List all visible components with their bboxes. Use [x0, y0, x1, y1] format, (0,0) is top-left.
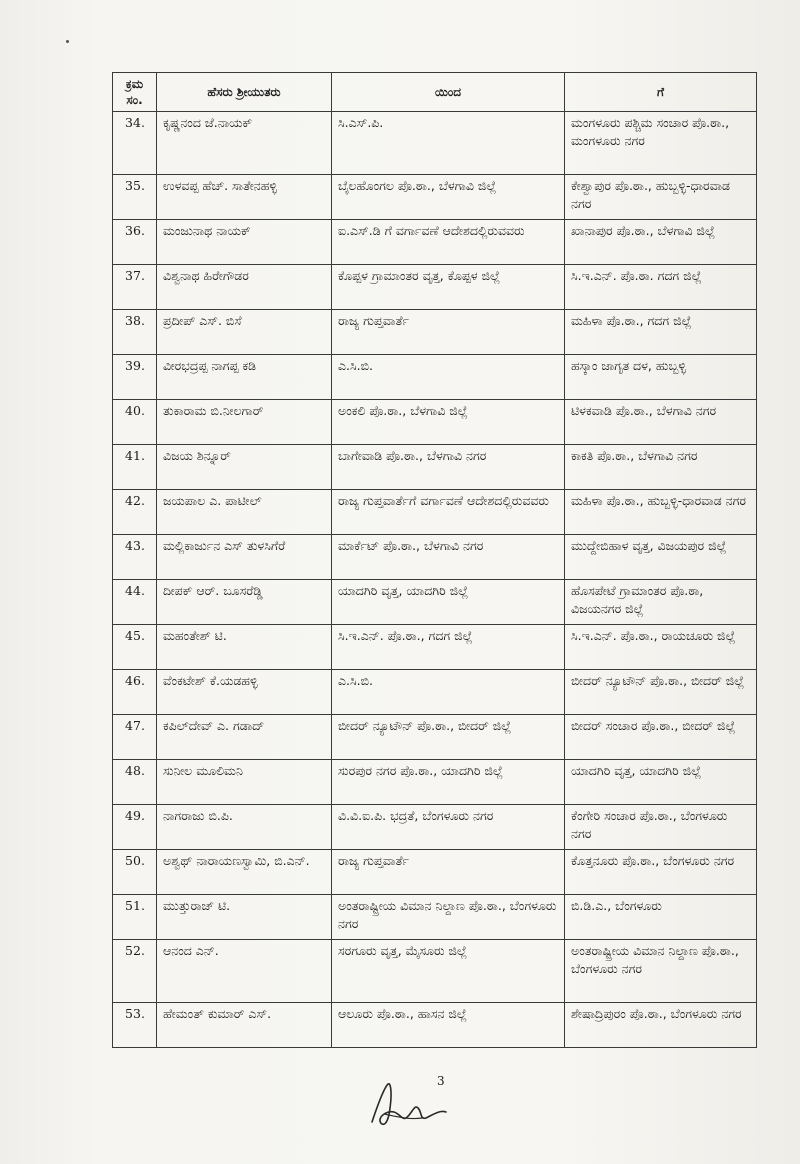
- cell-serial-no: 44.: [113, 580, 157, 625]
- cell-serial-no: 45.: [113, 625, 157, 670]
- cell-name: ಉಳವಪ್ಪ ಹೆಚ್. ಸಾತೇನಹಳ್ಳಿ: [157, 175, 332, 220]
- cell-from: ಆಲೂರು ಪೊ.ಠಾ., ಹಾಸನ ಜಿಲ್ಲೆ: [332, 1003, 565, 1048]
- cell-from: ಯಾದಗಿರಿ ವೃತ್ತ, ಯಾದಗಿರಿ ಜಿಲ್ಲೆ: [332, 580, 565, 625]
- table-header-row: [113, 73, 757, 112]
- cell-name: ನಾಗರಾಜು ಬಿ.ಪಿ.: [157, 805, 332, 850]
- table-row: [113, 805, 757, 850]
- cell-serial-no: 51.: [113, 895, 157, 940]
- cell-name: ಮಲ್ಲಿಕಾರ್ಜುನ ಎಸ್ ತುಳಸಿಗೆರೆ: [157, 535, 332, 580]
- cell-serial-no: 34.: [113, 112, 157, 175]
- cell-name: ಅಶ್ವಥ್ ನಾರಾಯಣಸ್ವಾಮಿ, ಬಿ.ಎನ್.: [157, 850, 332, 895]
- table-row: [113, 220, 757, 265]
- cell-from: ಸಿ.ಎಸ್.ಪಿ.: [332, 112, 565, 175]
- cell-to: ಯಾದಗಿರಿ ವೃತ್ತ, ಯಾದಗಿರಿ ಜಿಲ್ಲೆ: [565, 760, 757, 805]
- cell-to: ಮುದ್ದೇಬಿಹಾಳ ವೃತ್ತ, ವಿಜಯಪುರ ಜಿಲ್ಲೆ: [565, 535, 757, 580]
- cell-to: ಸಿ.ಇ.ಎನ್. ಪೊ.ಠಾ., ರಾಯಚೂರು ಜಿಲ್ಲೆ: [565, 625, 757, 670]
- table-row: [113, 850, 757, 895]
- cell-name: ವೀರಭದ್ರಪ್ಪ ನಾಗಪ್ಪ ಕಡಿ: [157, 355, 332, 400]
- cell-to: ಸಿ.ಇ.ಎನ್. ಪೊ.ಠಾ. ಗದಗ ಜಿಲ್ಲೆ: [565, 265, 757, 310]
- cell-from: ರಾಜ್ಯ ಗುಪ್ತವಾರ್ತೆಗೆ ವರ್ಗಾವಣೆ ಆದೇಶದಲ್ಲಿರುವವರು: [332, 490, 565, 535]
- cell-serial-no: 41.: [113, 445, 157, 490]
- cell-serial-no: 40.: [113, 400, 157, 445]
- cell-from: ಸರಗೂರು ವೃತ್ತ, ಮೈಸೂರು ಜಿಲ್ಲೆ: [332, 940, 565, 1003]
- cell-to: ಮಹಿಳಾ ಪೊ.ಠಾ., ಹುಬ್ಬಳ್ಳಿ-ಧಾರವಾಡ ನಗರ: [565, 490, 757, 535]
- cell-to: ಹಸ್ಕಾಂ ಜಾಗೃತ ದಳ, ಹುಬ್ಬಳ್ಳಿ: [565, 355, 757, 400]
- header-name: ಹೆಸರು ಶ್ರೀಯುತರು: [157, 73, 332, 112]
- cell-to: ಅಂತರಾಷ್ಟ್ರೀಯ ವಿಮಾನ ನಿಲ್ದಾಣ ಪೊ.ಠಾ., ಬೆಂಗಳೂರು ನಗರ: [565, 940, 757, 1003]
- cell-serial-no: 43.: [113, 535, 157, 580]
- cell-from: ಐ.ಎಸ್.ಡಿ ಗೆ ವರ್ಗಾವಣೆ ಆದೇಶದಲ್ಲಿರುವವರು: [332, 220, 565, 265]
- table-row: [113, 625, 757, 670]
- table-row: [113, 580, 757, 625]
- cell-name: ಮಂಜುನಾಥ ನಾಯಕ್: [157, 220, 332, 265]
- page-number: 3: [437, 1074, 445, 1088]
- table-row: [113, 310, 757, 355]
- table-row: [113, 1003, 757, 1048]
- cell-to: ಹೊಸಪೇಟೆ ಗ್ರಾಮಾಂತರ ಪೊ.ಠಾ, ವಿಜಯನಗರ ಜಿಲ್ಲೆ: [565, 580, 757, 625]
- cell-from: ರಾಜ್ಯ ಗುಪ್ತವಾರ್ತೆ: [332, 850, 565, 895]
- cell-to: ಕೆಂಗೇರಿ ಸಂಚಾರ ಪೊ.ಠಾ., ಬೆಂಗಳೂರು ನಗರ: [565, 805, 757, 850]
- cell-serial-no: 47.: [113, 715, 157, 760]
- cell-serial-no: 46.: [113, 670, 157, 715]
- cell-name: ಮಹಂತೇಶ್ ಟಿ.: [157, 625, 332, 670]
- cell-to: ಕೊತ್ತನೂರು ಪೊ.ಠಾ., ಬೆಂಗಳೂರು ನಗರ: [565, 850, 757, 895]
- table-row: [113, 715, 757, 760]
- cell-to: ಮಂಗಳೂರು ಪಶ್ಚಿಮ ಸಂಚಾರ ಪೊ.ಠಾ., ಮಂಗಳೂರು ನಗರ: [565, 112, 757, 175]
- cell-to: ಬೀದರ್ ನ್ಯೂಟೌನ್ ಪೊ.ಠಾ., ಬೀದರ್ ಜಿಲ್ಲೆ: [565, 670, 757, 715]
- table-row: [113, 400, 757, 445]
- cell-name: ಕೃಷ್ಣನಂದ ಜೆ.ನಾಯಕ್: [157, 112, 332, 175]
- cell-serial-no: 39.: [113, 355, 157, 400]
- table-row: [113, 175, 757, 220]
- cell-name: ಸುನೀಲ ಮೂಲಿಮನಿ: [157, 760, 332, 805]
- cell-serial-no: 48.: [113, 760, 157, 805]
- cell-from: ಬೈಲಹೊಂಗಲ ಪೊ.ಠಾ., ಬೆಳಗಾವಿ ಜಿಲ್ಲೆ: [332, 175, 565, 220]
- table-row: [113, 940, 757, 1003]
- cell-from: ಸಿ.ಇ.ಎನ್. ಪೊ.ಠಾ., ಗದಗ ಜಿಲ್ಲೆ: [332, 625, 565, 670]
- cell-serial-no: 35.: [113, 175, 157, 220]
- cell-name: ವಿಜಯ ಶಿನ್ನೂರ್: [157, 445, 332, 490]
- table-row: [113, 895, 757, 940]
- table-row: [113, 265, 757, 310]
- cell-from: ರಾಜ್ಯ ಗುಪ್ತವಾರ್ತೆ: [332, 310, 565, 355]
- cell-name: ವೆಂಕಟೇಶ್ ಕೆ.ಯಡಹಳ್ಳಿ: [157, 670, 332, 715]
- cell-serial-no: 49.: [113, 805, 157, 850]
- cell-name: ತುಕಾರಾಮ ಬಿ.ನೀಲಗಾರ್: [157, 400, 332, 445]
- signature: [364, 1074, 474, 1134]
- cell-from: ಸುರಪುರ ನಗರ ಪೊ.ಠಾ., ಯಾದಗಿರಿ ಜಿಲ್ಲೆ: [332, 760, 565, 805]
- table-row: [113, 355, 757, 400]
- table-row: [113, 670, 757, 715]
- transfer-table: [112, 72, 757, 1048]
- cell-name: ಹೇಮಂತ್ ಕುಮಾರ್ ಎಸ್.: [157, 1003, 332, 1048]
- cell-name: ಆನಂದ ಎನ್.: [157, 940, 332, 1003]
- cell-serial-no: 42.: [113, 490, 157, 535]
- cell-from: ಎ.ಸಿ.ಬಿ.: [332, 355, 565, 400]
- cell-to: ಖಾನಾಪುರ ಪೊ.ಠಾ., ಬೆಳಗಾವಿ ಜಿಲ್ಲೆ: [565, 220, 757, 265]
- header-from: ಯಿಂದ: [332, 73, 565, 112]
- cell-serial-no: 37.: [113, 265, 157, 310]
- cell-to: ಬೀದರ್ ಸಂಚಾರ ಪೊ.ಠಾ., ಬೀದರ್ ಜಿಲ್ಲೆ: [565, 715, 757, 760]
- cell-serial-no: 50.: [113, 850, 157, 895]
- cell-name: ದೀಪಕ್ ಆರ್. ಬೂಸರೆಡ್ಡಿ: [157, 580, 332, 625]
- cell-name: ಜಯಪಾಲ ಎ. ಪಾಟೀಲ್: [157, 490, 332, 535]
- table-row: [113, 535, 757, 580]
- cell-from: ಅಂತರಾಷ್ಟ್ರೀಯ ವಿಮಾನ ನಿಲ್ದಾಣ ಪೊ.ಠಾ., ಬೆಂಗಳೂರು ನಗರ: [332, 895, 565, 940]
- cell-from: ಕೊಪ್ಪಳ ಗ್ರಾಮಾಂತರ ವೃತ್ತ, ಕೊಪ್ಪಳ ಜಿಲ್ಲೆ: [332, 265, 565, 310]
- cell-to: ಟಿಳಕವಾಡಿ ಪೊ.ಠಾ., ಬೆಳಗಾವಿ ನಗರ: [565, 400, 757, 445]
- cell-to: ಬಿ.ಡಿ.ಎ., ಬೆಂಗಳೂರು: [565, 895, 757, 940]
- cell-name: ಮುತ್ತುರಾಜ್ ಟಿ.: [157, 895, 332, 940]
- table-row: [113, 760, 757, 805]
- cell-from: ಅಂಕಲಿ ಪೊ.ಠಾ., ಬೆಳಗಾವಿ ಜಿಲ್ಲೆ: [332, 400, 565, 445]
- header-to: ಗೆ: [565, 73, 757, 112]
- cell-to: ಕಾಕತಿ ಪೊ.ಠಾ., ಬೆಳಗಾವಿ ನಗರ: [565, 445, 757, 490]
- cell-from: ಬೀದರ್ ನ್ಯೂಟೌನ್ ಪೊ.ಠಾ., ಬೀದರ್ ಜಿಲ್ಲೆ: [332, 715, 565, 760]
- cell-name: ಪ್ರದೀಪ್ ಎಸ್. ಬಿಸೆ: [157, 310, 332, 355]
- header-serial-no: ಕ್ರಮ ಸಂ.: [113, 73, 157, 112]
- cell-serial-no: 52.: [113, 940, 157, 1003]
- table-row: [113, 445, 757, 490]
- cell-from: ಮಾರ್ಕೆಟ್ ಪೊ.ಠಾ., ಬೆಳಗಾವಿ ನಗರ: [332, 535, 565, 580]
- table-row: [113, 112, 757, 175]
- cell-name: ಕಪಿಲ್‌ದೇವ್ ಎ. ಗಡಾದ್: [157, 715, 332, 760]
- cell-to: ಕೇಶ್ವಾಪುರ ಪೊ.ಠಾ., ಹುಬ್ಬಳ್ಳಿ-ಧಾರವಾಡ ನಗರ: [565, 175, 757, 220]
- cell-serial-no: 36.: [113, 220, 157, 265]
- cell-to: ಶೇಷಾದ್ರಿಪುರಂ ಪೊ.ಠಾ., ಬೆಂಗಳೂರು ನಗರ: [565, 1003, 757, 1048]
- cell-name: ವಿಶ್ವನಾಥ ಹಿರೇಗೌಡರ: [157, 265, 332, 310]
- cell-to: ಮಹಿಳಾ ಪೊ.ಠಾ., ಗದಗ ಜಿಲ್ಲೆ: [565, 310, 757, 355]
- cell-from: ಬಾಗೇವಾಡಿ ಪೊ.ಠಾ., ಬೆಳಗಾವಿ ನಗರ: [332, 445, 565, 490]
- cell-serial-no: 38.: [113, 310, 157, 355]
- table-row: [113, 490, 757, 535]
- cell-from: ಎ.ಸಿ.ಬಿ.: [332, 670, 565, 715]
- punch-mark: [66, 40, 69, 43]
- cell-serial-no: 53.: [113, 1003, 157, 1048]
- cell-from: ವಿ.ವಿ.ಐ.ಪಿ. ಭದ್ರತೆ, ಬೆಂಗಳೂರು ನಗರ: [332, 805, 565, 850]
